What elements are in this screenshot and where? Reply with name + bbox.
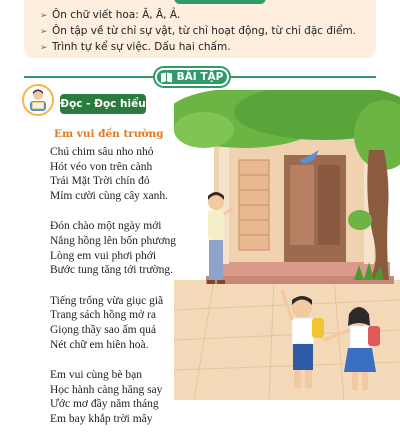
- arrow-bullet-icon: ➢: [40, 27, 48, 37]
- arrow-bullet-icon: ➢: [40, 43, 48, 53]
- poem-line: Giọng thầy sao ấm quá: [50, 323, 157, 336]
- reading-section-label: Đọc - Đọc hiểu: [60, 94, 146, 114]
- poem-body: [50, 145, 176, 443]
- arrow-bullet-icon: ➢: [40, 11, 48, 21]
- poem-line: Nắng hồng lên bốn phương: [50, 234, 177, 247]
- exercise-badge-label: BÀI TẬP: [176, 71, 224, 83]
- poem-line: Lòng em vui phơi phới: [50, 249, 157, 262]
- reader-avatar-icon: [22, 84, 54, 116]
- poem-line: Học hành càng hăng say: [50, 383, 163, 396]
- tree-canopy: [174, 112, 234, 148]
- poem-line: Em bay khắp trời mây: [50, 412, 153, 425]
- poem-stanza: [50, 219, 176, 277]
- poem-line: Tiếng trống vừa giục giã: [50, 294, 164, 307]
- poem-stanza: [50, 294, 176, 352]
- poem-title: Em vui đến trường: [54, 128, 164, 140]
- poem-line: Hót véo von trên cành: [50, 160, 153, 173]
- poem-stanza: [50, 145, 176, 203]
- door-panel-left: [290, 165, 314, 245]
- poem-line: Trái Mặt Trời chín đỏ: [50, 175, 150, 188]
- objective-item: ➢ Trình tự kể sự việc. Dấu hai chấm.: [40, 40, 356, 56]
- poem-line: Mỉm cười cùng cây xanh.: [50, 189, 169, 202]
- objectives-box: [24, 0, 376, 58]
- poem-line: Bước tung tăng tới trường.: [50, 264, 174, 277]
- objectives-tab: [174, 0, 266, 4]
- objectives-list: [40, 8, 356, 56]
- door-panel-right: [318, 165, 340, 245]
- poem-line: Em vui cùng bè bạn: [50, 369, 142, 382]
- poem-line: Ước mơ đầy năm tháng: [50, 398, 159, 411]
- exercise-badge: [153, 66, 231, 88]
- poem-line: Chú chim sâu nho nhỏ: [50, 146, 154, 158]
- poem-line: Trang sách hồng mở ra: [50, 309, 156, 322]
- book-icon: [161, 73, 173, 82]
- poem-stanza: [50, 368, 176, 426]
- tree-branch-leaves: [348, 210, 372, 230]
- objective-item: ➢ Ôn chữ viết hoa: Ă, Â, Ả.: [40, 8, 356, 24]
- poem-line: Nét chữ em hiền hoà.: [50, 338, 149, 351]
- school-illustration: [174, 90, 400, 400]
- objective-item: ➢ Ôn tập về từ chỉ sự vật, từ chỉ hoạt động, từ chỉ đặc điểm.: [40, 24, 356, 40]
- poem-line: Đón chào một ngày mới: [50, 220, 162, 233]
